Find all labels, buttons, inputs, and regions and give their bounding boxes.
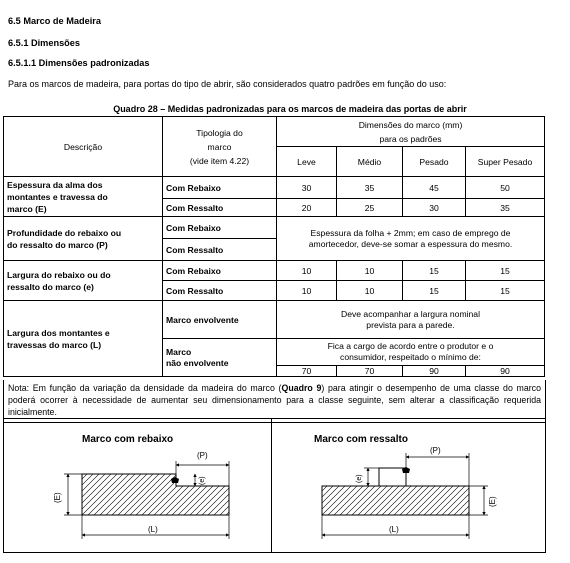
header-tipologia: Tipologia do marco (vide item 4.22)	[163, 117, 277, 177]
heading-section: 6.5 Marco de Madeira	[8, 16, 101, 26]
frame-ressalto-drawing	[322, 453, 488, 539]
table-cell: 15	[403, 281, 466, 301]
envolvente-text: Deve acompanhar a largura nominal prevista para a parede.	[277, 301, 545, 339]
tipologia-label: Marco não envolvente	[163, 339, 277, 377]
tipologia-label: Com Ressalto	[163, 239, 277, 261]
heading-subsubsection: 6.5.1.1 Dimensões padronizadas	[8, 58, 150, 68]
tipologia-label: Com Ressalto	[163, 199, 277, 217]
tipologia-label: Marco envolvente	[163, 301, 277, 339]
label-L: (L)	[389, 525, 399, 534]
table-cell: 30	[277, 177, 337, 199]
table-cell: 35	[466, 199, 545, 217]
label-e: (e)	[199, 476, 206, 485]
desc-largura-montantes: Largura dos montantes e travessas do marco (L)	[4, 301, 163, 377]
desc-espessura: Espessura da alma dos montantes e travessa do marco (E)	[4, 177, 163, 217]
table-cell: 30	[403, 199, 466, 217]
nao-envolvente-text: Fica a cargo de acordo entre o produtor e o consumidor, respeitado o mínimo de:	[277, 339, 545, 366]
table-cell: 70	[277, 366, 337, 377]
desc-largura-rebaixo: Largura do rebaixo ou do ressalto do marco (e)	[4, 261, 163, 301]
label-E: (E)	[53, 492, 62, 503]
figure-ressalto-title: Marco com ressalto	[314, 434, 408, 445]
label-E: (E)	[488, 496, 497, 507]
figure-rebaixo-title: Marco com rebaixo	[82, 434, 174, 445]
table-cell: 35	[337, 177, 403, 199]
figures-panel	[3, 418, 546, 553]
header-pesado: Pesado	[403, 147, 466, 177]
header-medio: Médio	[337, 147, 403, 177]
table-cell: 10	[337, 281, 403, 301]
table-cell: 10	[277, 281, 337, 301]
tipologia-label: Com Rebaixo	[163, 177, 277, 199]
section-drawings	[4, 419, 545, 552]
header-leve: Leve	[277, 147, 337, 177]
table-row	[4, 177, 545, 199]
header-super-pesado: Super Pesado	[466, 147, 545, 177]
table-note: Nota: Em função da variação da densidade da madeira do marco (Quadro 9) para atingir o desempenho de uma classe do marco poderá ocorrer à necessidade de aumentar seu dimensionamento para a classe seguinte, sem alterar a classificação requerida inicialmente.	[3, 380, 546, 423]
table-row	[4, 261, 545, 281]
table-cell: 10	[277, 261, 337, 281]
table-cell: 20	[277, 199, 337, 217]
table-cell: 15	[466, 261, 545, 281]
table-cell: 70	[337, 366, 403, 377]
table-cell: 15	[466, 281, 545, 301]
desc-profundidade: Profundidade do rebaixo ou do ressalto do marco (P)	[4, 217, 163, 261]
header-descricao: Descrição	[4, 117, 163, 177]
heading-subsection: 6.5.1 Dimensões	[8, 38, 81, 48]
label-P: (P)	[197, 451, 208, 460]
label-e: (e)	[356, 474, 363, 483]
tipologia-label: Com Rebaixo	[163, 261, 277, 281]
label-L: (L)	[148, 525, 158, 534]
table-cell: 10	[337, 261, 403, 281]
header-dimensoes: Dimensões do marco (mm) para os padrões	[277, 117, 545, 147]
dimensions-table	[3, 116, 545, 377]
table-cell: 90	[466, 366, 545, 377]
table-caption: Quadro 28 – Medidas padronizadas para os marcos de madeira das portas de abrir	[113, 104, 467, 114]
table-cell: 25	[337, 199, 403, 217]
profundidade-text: Espessura da folha + 2mm; em caso de emprego de amortecedor, deve-se somar a espessura do mesmo.	[277, 217, 545, 261]
table-cell: 50	[466, 177, 545, 199]
table-row	[4, 301, 545, 339]
table-cell: 90	[403, 366, 466, 377]
table-cell: 15	[403, 261, 466, 281]
tipologia-label: Com Rebaixo	[163, 217, 277, 239]
table-row	[4, 217, 545, 239]
frame-rebaixo-drawing	[64, 461, 229, 539]
intro-paragraph: Para os marcos de madeira, para portas do tipo de abrir, são considerados quatro padrões em função do uso:	[8, 79, 447, 89]
tipologia-label: Com Ressalto	[163, 281, 277, 301]
label-P: (P)	[430, 446, 441, 455]
table-cell: 45	[403, 177, 466, 199]
